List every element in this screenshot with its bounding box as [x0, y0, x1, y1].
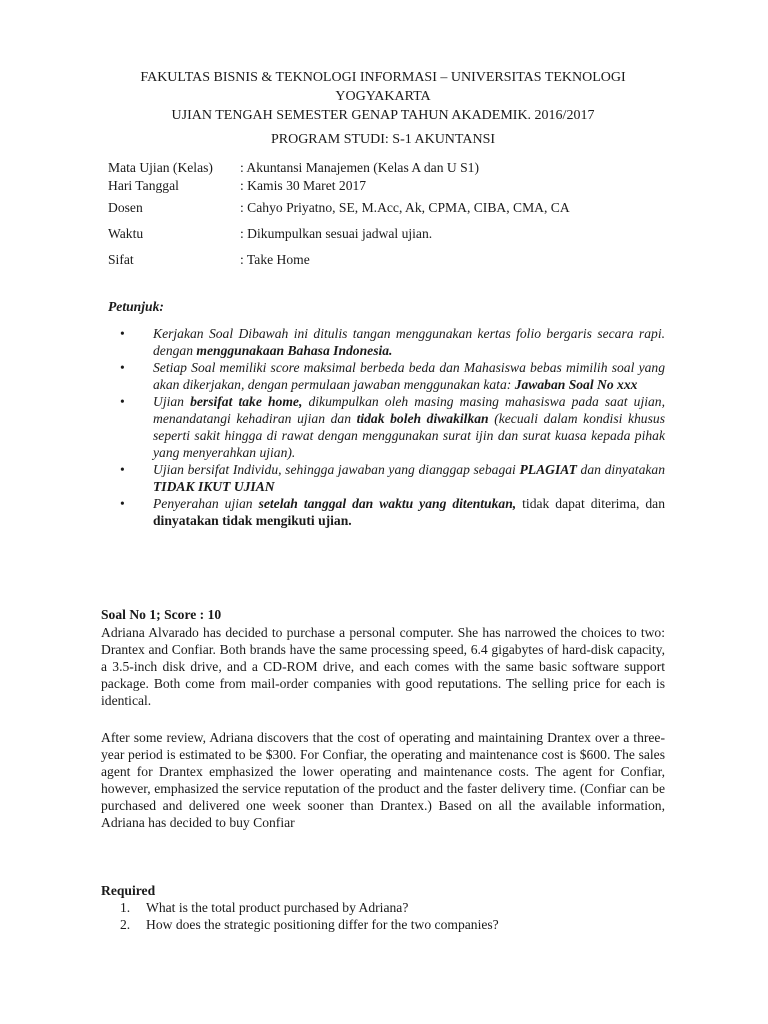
instruction-text: dan dinyatakan [576, 462, 666, 477]
item-number: 1. [120, 900, 131, 915]
info-value: : Take Home [240, 252, 310, 267]
item-text: How does the strategic positioning differ for the two companies? [146, 917, 499, 932]
instruction-emphasis: TIDAK IKUT UJIAN [153, 479, 275, 494]
faculty-line: FAKULTAS BISNIS & TEKNOLOGI INFORMASI – UNIVERSITAS TEKNOLOGI [140, 70, 626, 85]
item-text: What is the total product purchased by Adriana? [146, 900, 409, 915]
instructions-title: Petunjuk: [108, 299, 164, 314]
instruction-emphasis: setelah tanggal dan waktu yang ditentukan, [258, 496, 517, 511]
info-label: Dosen [108, 200, 143, 215]
instruction-item [120, 495, 665, 529]
instruction-emphasis: tidak boleh diwakilkan [356, 411, 489, 426]
instruction-item [120, 393, 665, 461]
info-value: : Kamis 30 Maret 2017 [240, 178, 367, 193]
info-value: : Akuntansi Manajemen (Kelas A dan U S1) [240, 160, 479, 175]
info-label: Mata Ujian (Kelas) [108, 160, 213, 175]
info-value: : Dikumpulkan sesuai jadwal ujian. [240, 226, 433, 241]
info-value: : Cahyo Priyatno, SE, M.Acc, Ak, CPMA, CIBA, CMA, CA [240, 200, 570, 215]
bullet-icon: • [120, 462, 125, 477]
document-header [100, 68, 666, 125]
question-paragraph-1: Adriana Alvarado has decided to purchase a personal computer. She has narrowed the choices to two: Drantex and Confiar. Both brands have the same processing speed, 6.4 gigabytes of hard-disk capacity, a 3.5-inch disk drive, and a CD-ROM drive, and each comes with the same basic software support package. Both come from mail-order companies with good reputations. The selling price for each is identical. [101, 625, 665, 708]
instruction-text: Ujian bersifat Individu, sehingga jawaban yang dianggap sebagai [153, 462, 520, 477]
bullet-icon: • [120, 360, 125, 375]
instruction-text: Penyerahan ujian [153, 496, 259, 511]
instruction-emphasis: menggunakaan Bahasa Indonesia. [196, 343, 393, 358]
required-item [120, 916, 499, 933]
instruction-text: Setiap Soal memiliki score maksimal berbeda beda dan Mahasiswa bebas mimilih soal yang akan dikerjakan, dengan permulaan jawaban menggunakan kata: [153, 360, 665, 392]
required-list [120, 899, 499, 933]
required-title: Required [101, 883, 156, 898]
info-label: Sifat [108, 252, 134, 267]
info-label: Hari Tanggal [108, 178, 179, 193]
university-city-line: YOGYAKARTA [335, 89, 431, 104]
question-title: Soal No 1; Score : 10 [101, 607, 222, 622]
instruction-text: Ujian [153, 394, 191, 409]
instruction-emphasis: PLAGIAT [519, 462, 577, 477]
instruction-item [120, 359, 665, 393]
instruction-text: dikumpulkan oleh masing masing mahasiswa pada saat ujian, menandatangi kehadiran ujian dan [153, 394, 665, 426]
instructions-list [120, 325, 665, 529]
bullet-icon: • [120, 326, 125, 341]
info-label: Waktu [108, 226, 144, 241]
instruction-emphasis: bersifat take home, [190, 394, 303, 409]
instruction-text: Kerjakan Soal Dibawah ini ditulis tangan menggunakan kertas folio bergaris secara rapi. dengan [153, 326, 665, 358]
question-paragraph-2: After some review, Adriana discovers that the cost of operating and maintaining Drantex over a three-year period is estimated to be $300. For Confiar, the operating and maintenance cost is $600. The sales agent for Drantex emphasized the lower operating and maintenance costs. The agent for Confiar, however, emphasized the service reputation of the product and the faster delivery time. (Confiar can be purchased and delivered one week sooner than Drantex.) Based on all the available information, Adriana has decided to buy Confiar [101, 730, 665, 830]
required-item [120, 899, 499, 916]
instruction-emphasis: dinyatakan tidak mengikuti ujian. [153, 513, 352, 528]
item-number: 2. [120, 917, 131, 932]
exam-title-line: UJIAN TENGAH SEMESTER GENAP TAHUN AKADEMIK. 2016/2017 [171, 108, 595, 123]
instruction-text: (kecuali dalam kondisi khusus seperti sakit hingga di rawat dengan menggunakan surat ijin dan surat kuasa kepada pihak yang menyerahkan ujian). [153, 411, 665, 460]
instruction-emphasis: Jawaban Soal No xxx [514, 377, 638, 392]
program-line: PROGRAM STUDI: S-1 AKUNTANSI [270, 132, 496, 147]
instruction-text: tidak dapat diterima, dan [516, 496, 666, 511]
instruction-item [120, 325, 665, 359]
instruction-item [120, 461, 665, 495]
bullet-icon: • [120, 496, 125, 511]
bullet-icon: • [120, 394, 125, 409]
